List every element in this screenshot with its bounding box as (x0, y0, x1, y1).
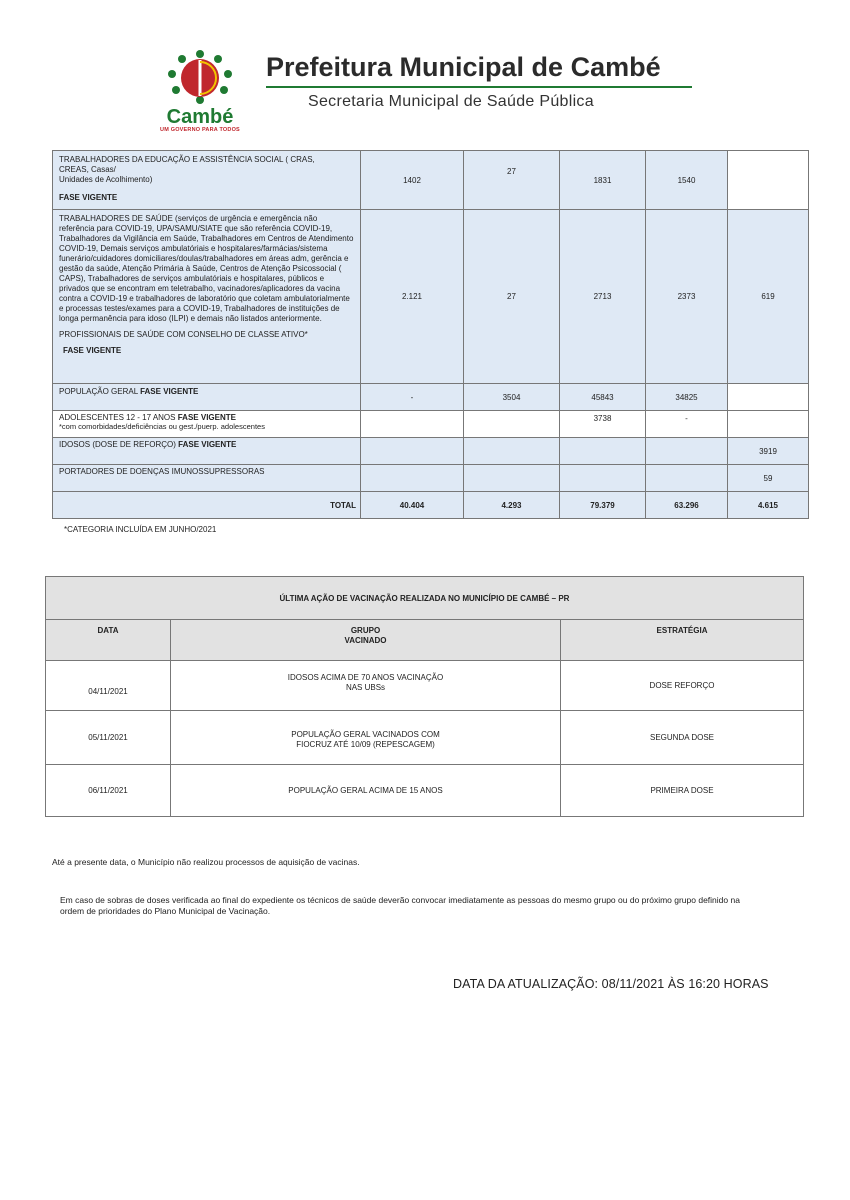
cell-value: 45843 (560, 384, 646, 411)
cell-value: 2713 (560, 210, 646, 384)
row-group (171, 661, 561, 711)
cell-value: - (361, 384, 464, 411)
table-row (53, 210, 809, 384)
page-title: Prefeitura Municipal de Cambé (266, 52, 661, 82)
cell-value: 3919 (728, 438, 809, 465)
header-group-line: VACINADO (344, 636, 387, 645)
cell-value: 3504 (464, 384, 560, 411)
group-label: ADOLESCENTES 12 - 17 ANOS (59, 413, 176, 422)
cell-value: 1540 (646, 151, 728, 210)
desc-line: TRABALHADORES DA EDUCAÇÃO E ASSISTÊNCIA SOCIAL ( CRAS, (59, 155, 315, 164)
title-divider (266, 86, 692, 88)
group-description (53, 465, 361, 492)
group-label: IDOSOS (DOSE DE REFORÇO) (59, 440, 176, 449)
table-row (53, 465, 809, 492)
cell-value: - (646, 411, 728, 438)
last-vaccination-action-table (45, 576, 804, 817)
header-date: DATA (46, 620, 171, 661)
cell-value: 27 (464, 151, 560, 210)
group-description (53, 384, 361, 411)
update-timestamp: DATA DA ATUALIZAÇÃO: 08/11/2021 ÀS 16:20 HORAS (453, 977, 769, 991)
page-subtitle: Secretaria Municipal de Saúde Pública (308, 93, 594, 110)
cell-value: 34825 (646, 384, 728, 411)
cell-value: 1831 (560, 151, 646, 210)
cell-value: 3738 (560, 411, 646, 438)
cell-value: 619 (728, 210, 809, 384)
fase-label: FASE VIGENTE (59, 193, 118, 202)
total-value: 4.293 (464, 492, 560, 519)
cell-value: 59 (728, 465, 809, 492)
cell-value (464, 465, 560, 492)
cell-value: 27 (464, 210, 560, 384)
cell-value (464, 411, 560, 438)
header-strategy: ESTRATÉGIA (561, 620, 804, 661)
table-row (46, 765, 804, 817)
desc-text: PROFISSIONAIS DE SAÚDE COM CONSELHO DE CLASSE ATIVO* (59, 330, 308, 339)
desc-text: TRABALHADORES DE SAÚDE (serviços de urgência e emergência não referência para COVID-19, UPA/SAMU/SIATE que são referência COVID-19, Trabalhadores da Vigilância em Saúde, Trabalhadores em Centros de Atendimento COVID-19, Demais serviços ambulatóriais e hospitalares/farmácias/sistema funerário/cuidadores domiciliares/doulas/trabalhadores em áreas adm, gerência e gestão da saúde, Atenção Primária à Saúde, Centros de Atenção Psicossocial ( CAPS), Trabalhadores de serviços ambulatóriais e hospitalares, públicos e privados que se encontram em teletrabalho, vacinadores/aplicadores da vacina contra a COVID-19 e trabalhadores de laboratório que coletam ambulatorialmente e processas testes/exames para a COVID-19, Trabalhadores de instituições de longa permanência para idoso (ILPI) e demais não listados anteriormente. (59, 214, 354, 323)
cell-value (361, 438, 464, 465)
leftover-doses-note: Em caso de sobras de doses verificada ao final do expediente os técnicos de saúde deverão convocar imediatamente as pessoas do mesmo grupo ou do próximo grupo definido na ordem de prioridades do Plano Municipal de Vacinação. (60, 895, 740, 916)
cell-value (728, 384, 809, 411)
fase-label: FASE VIGENTE (140, 387, 199, 396)
table-row (46, 661, 804, 711)
cell-value (464, 438, 560, 465)
desc-line: Unidades de Acolhimento) (59, 175, 153, 184)
cell-value (728, 411, 809, 438)
row-date: 04/11/2021 (46, 661, 171, 711)
table-caption: ÚLTIMA AÇÃO DE VACINAÇÃO REALIZADA NO MUNICÍPIO DE CAMBÉ – PR (46, 577, 804, 620)
fase-label: FASE VIGENTE (177, 413, 236, 422)
row-date: 05/11/2021 (46, 711, 171, 765)
cell-value: 2.121 (361, 210, 464, 384)
cell-value: 2373 (646, 210, 728, 384)
cell-value: 1402 (361, 151, 464, 210)
row-group (171, 711, 561, 765)
cell-value (361, 465, 464, 492)
table-caption-row (46, 577, 804, 620)
fase-label: FASE VIGENTE (63, 346, 122, 355)
group-description (53, 151, 361, 210)
total-value: 79.379 (560, 492, 646, 519)
group-line: POPULAÇÃO GERAL VACINADOS COM (291, 730, 440, 739)
table-header-row (46, 620, 804, 661)
page-header (0, 0, 850, 140)
cell-value (361, 411, 464, 438)
total-value: 40.404 (361, 492, 464, 519)
row-strategy: SEGUNDA DOSE (561, 711, 804, 765)
header-group-line: GRUPO (350, 626, 381, 635)
cambe-logo (150, 48, 250, 138)
group-label: PORTADORES DE DOENÇAS IMUNOSSUPRESSORAS (59, 467, 265, 476)
total-value: 4.615 (728, 492, 809, 519)
row-strategy: PRIMEIRA DOSE (561, 765, 804, 817)
footnote: *CATEGORIA INCLUÍDA EM JUNHO/2021 (64, 525, 217, 534)
table-row (53, 384, 809, 411)
fase-label: FASE VIGENTE (178, 440, 237, 449)
cell-value (728, 151, 809, 210)
group-line: FIOCRUZ ATÉ 10/09 (REPESCAGEM) (296, 740, 435, 749)
table-row (46, 711, 804, 765)
total-row (53, 492, 809, 519)
group-description (53, 411, 361, 438)
row-strategy: DOSE REFORÇO (561, 661, 804, 711)
desc-line: CREAS, Casas/ (59, 165, 116, 174)
logo-word: Cambé (166, 106, 234, 128)
acquisition-note: Até a presente data, o Município não realizou processos de aquisição de vacinas. (52, 857, 360, 867)
cell-value (646, 465, 728, 492)
total-label: TOTAL (53, 492, 361, 519)
group-note: *com comorbidades/deficiências ou gest./puerp. adolescentes (59, 422, 265, 431)
row-group: POPULAÇÃO GERAL ACIMA DE 15 ANOS (171, 765, 561, 817)
group-line: IDOSOS ACIMA DE 70 ANOS VACINAÇÃO (287, 673, 444, 682)
logo-emblem-icon (150, 48, 250, 108)
vaccination-groups-table (52, 150, 809, 519)
group-description (53, 438, 361, 465)
group-label: POPULAÇÃO GERAL (59, 387, 138, 396)
total-value: 63.296 (646, 492, 728, 519)
table-row (53, 411, 809, 438)
group-line: NAS UBSs (345, 683, 386, 692)
row-date: 06/11/2021 (46, 765, 171, 817)
group-description (53, 210, 361, 384)
table-row (53, 151, 809, 210)
cell-value (560, 465, 646, 492)
table-row (53, 438, 809, 465)
cell-value (646, 438, 728, 465)
logo-tagline: UM GOVERNO PARA TODOS (160, 127, 240, 133)
header-group (171, 620, 561, 661)
cell-value (560, 438, 646, 465)
